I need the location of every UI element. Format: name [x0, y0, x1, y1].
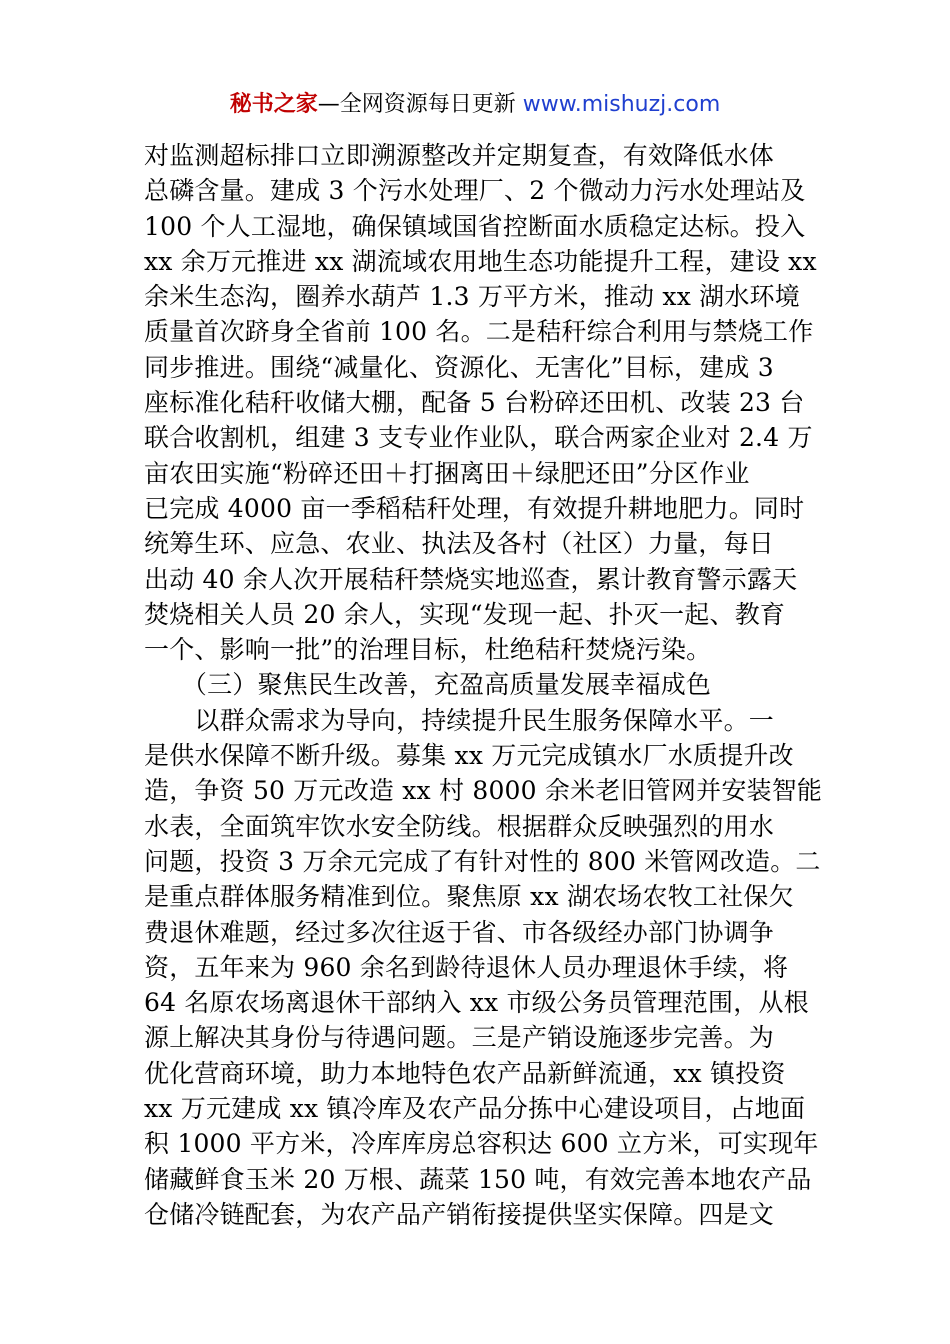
text-line: 亩农田实施“粉碎还田＋打捆离田＋绿肥还田”分区作业 [144, 458, 750, 488]
text-line: 焚烧相关人员 20 余人，实现“发现一起、扑灭一起、教育 [144, 599, 786, 629]
section-heading: （三）聚焦民生改善，充盈高质量发展幸福成色 [144, 670, 712, 700]
text-line: 64 名原农场离退休干部纳入 xx 市级公务员管理范围，从根 [144, 988, 809, 1018]
text-line: 统筹生环、应急、农业、执法及各村（社区）力量，每日 [144, 529, 775, 559]
text-line: 是重点群体服务精准到位。聚焦原 xx 湖农场农牧工社保欠 [144, 882, 794, 912]
text-line: 余米生态沟，圈养水葫芦 1.3 万平方米，推动 xx 湖水环境 [144, 282, 800, 312]
site-tagline: —全网资源每日更新 [317, 92, 516, 117]
text-line: 源上解决其身份与待遇问题。三是产销设施逐步完善。为 [144, 1023, 775, 1053]
text-line: 对监测超标排口立即溯源整改并定期复查，有效降低水体 [144, 141, 775, 170]
text-line: 积 1000 平方米，冷库库房总容积达 600 立方米，可实现年 [144, 1129, 819, 1159]
text-line: 出动 40 余人次开展秸秆禁烧实地巡查，累计教育警示露天 [144, 564, 798, 594]
text-line: 是供水保障不断升级。募集 xx 万元完成镇水厂水质提升改 [144, 741, 794, 771]
text-line: 仓储冷链配套，为农产品产销衔接提供坚实保障。四是文 [144, 1199, 775, 1229]
text-line: 造，争资 50 万元改造 xx 村 8000 余米老旧管网并安装智能 [144, 776, 823, 806]
site-brand: 秘书之家 [229, 92, 318, 117]
text-line: 资，五年来为 960 余名到龄待退休人员办理退休手续，将 [144, 952, 789, 982]
text-line: 储藏鲜食玉米 20 万根、蔬菜 150 吨，有效完善本地农产品 [144, 1164, 812, 1194]
text-line: xx 余万元推进 xx 湖流域农用地生态功能提升工程，建设 xx [144, 246, 817, 276]
text-line: 同步推进。围绕“减量化、资源化、无害化”目标，建成 3 [144, 352, 774, 382]
text-line: 座标准化秸秆收储大棚，配备 5 台粉碎还田机、改装 23 台 [144, 388, 805, 418]
text-line: 总磷含量。建成 3 个污水处理厂、2 个微动力污水处理站及 [144, 176, 806, 206]
text-line: 一个、影响一批”的治理目标，杜绝秸秆焚烧污染。 [144, 635, 712, 665]
text-line: 质量首次跻身全省前 100 名。二是秸秆综合利用与禁烧工作 [144, 317, 814, 347]
text-line: xx 万元建成 xx 镇冷库及农产品分拣中心建设项目，占地面 [144, 1094, 806, 1124]
text-line: 联合收割机，组建 3 支专业作业队，联合两家企业对 2.4 万 [144, 423, 813, 453]
document-body [144, 138, 823, 1232]
text-line: 优化营商环境，助力本地特色农产品新鲜流通，xx 镇投资 [144, 1058, 786, 1088]
text-line: 以群众需求为导向，持续提升民生服务保障水平。一 [144, 705, 775, 735]
text-line: 费退休难题，经过多次往返于省、市各级经办部门协调争 [144, 917, 775, 947]
site-banner [0, 88, 950, 122]
text-line: 100 个人工湿地，确保镇域国省控断面水质稳定达标。投入 [144, 211, 806, 241]
text-line: 已完成 4000 亩一季稻秸秆处理，有效提升耕地肥力。同时 [144, 493, 805, 523]
site-url-link[interactable]: www.mishuzj.com [522, 92, 721, 117]
text-line: 水表，全面筑牢饮水安全防线。根据群众反映强烈的用水 [144, 811, 775, 841]
text-line: 问题，投资 3 万余元完成了有针对性的 800 米管网改造。二 [144, 846, 821, 876]
